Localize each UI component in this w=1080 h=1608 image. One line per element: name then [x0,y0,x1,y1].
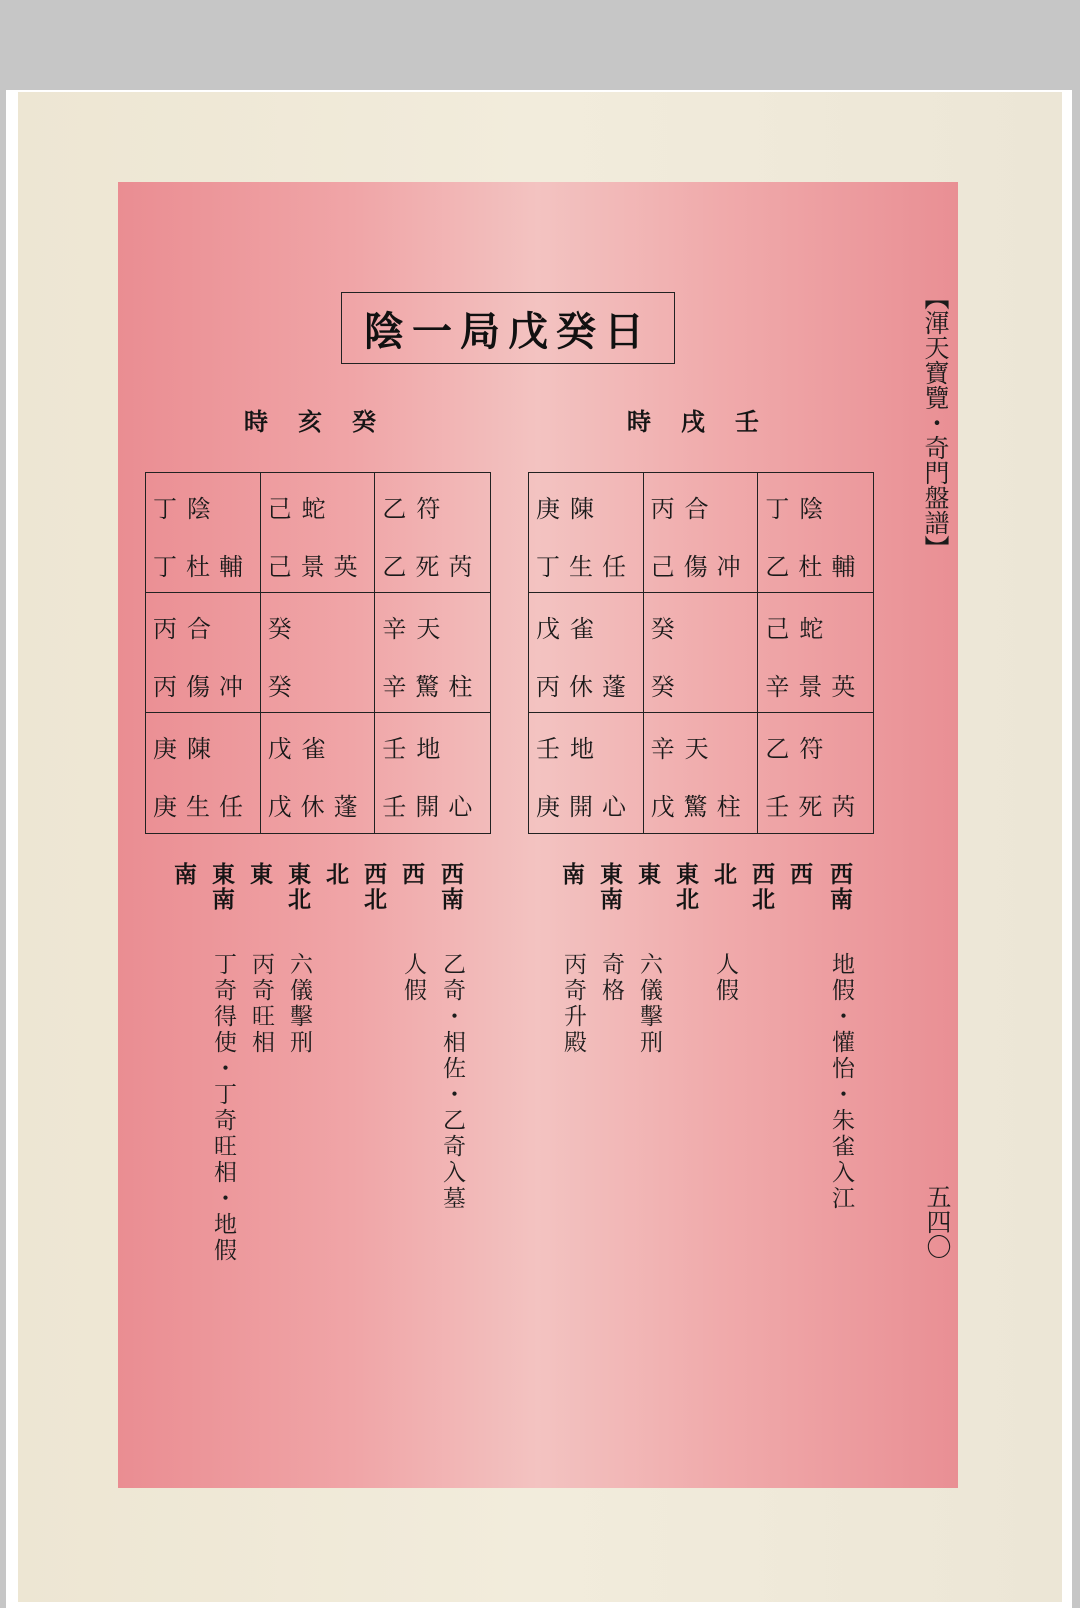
cell-top: 戊雀 [267,735,336,763]
cell-top: 壬地 [536,735,604,763]
hour-label-left: 癸亥時 [244,408,406,436]
cell-bottom: 癸 [267,673,301,701]
direction-label: 東南 [208,862,234,912]
cell-bottom: 辛驚柱 [382,673,482,701]
running-head: 【渾天寶覽・奇門盤譜】 [921,285,950,560]
palace-cell [529,473,644,593]
direction-note: 丙奇升殿 [560,952,586,1056]
cell-top: 辛天 [382,615,451,643]
cell-top: 丙合 [153,615,221,643]
palace-cell [644,473,759,593]
palace-cell [529,593,644,713]
cell-top: 丙合 [650,495,719,523]
palace-cell [261,473,376,593]
cell-bottom: 辛景英 [765,673,865,701]
direction-note: 丁奇得使・丁奇旺相・地假 [210,952,236,1264]
cell-top: 庚陳 [536,495,604,523]
cell-bottom: 丁杜輔 [153,553,252,581]
cell-top: 丁陰 [153,495,221,523]
cell-top: 辛天 [650,735,719,763]
palace-cell [146,593,261,713]
cell-top: 癸 [650,615,685,643]
palace-cell [758,593,873,713]
direction-label: 北 [710,862,736,887]
cell-bottom: 癸 [650,673,684,701]
palace-cell [644,593,759,713]
direction-note: 奇格 [598,952,624,1004]
cell-top: 壬地 [382,735,451,763]
cell-bottom: 乙死芮 [382,553,482,581]
direction-label: 西南 [826,862,852,912]
direction-label: 西北 [360,862,386,912]
cell-top: 丁陰 [765,495,834,523]
direction-label: 西 [786,862,812,887]
cell-bottom: 壬死芮 [765,793,865,821]
page-title: 陰一局戊癸日 [341,292,675,364]
cell-bottom: 戊休蓬 [267,793,367,821]
direction-note: 人假 [400,952,426,1004]
direction-label: 東 [246,862,272,887]
direction-note: 地假・懽怡・朱雀入江 [828,952,854,1212]
cell-bottom: 丙休蓬 [536,673,635,701]
cell-bottom: 庚生任 [153,793,252,821]
palace-cell [758,713,873,833]
cell-bottom: 己傷冲 [650,553,750,581]
cell-top: 乙符 [382,495,451,523]
direction-label: 東北 [284,862,310,912]
direction-label: 西北 [748,862,774,912]
cell-bottom: 壬開心 [382,793,482,821]
hour-label-right: 壬戌時 [627,408,789,436]
pink-panel [118,182,958,1488]
palace-cell [261,593,376,713]
direction-label: 南 [170,862,196,887]
direction-label: 南 [558,862,584,887]
cell-top: 庚陳 [153,735,221,763]
cell-bottom: 丁生任 [536,553,635,581]
direction-note: 丙奇旺相 [248,952,274,1056]
palace-cell [375,593,490,713]
cell-bottom: 庚開心 [536,793,635,821]
direction-note: 六儀擊刑 [636,952,662,1056]
direction-note: 六儀擊刑 [286,952,312,1056]
direction-label: 北 [322,862,348,887]
palace-cell [529,713,644,833]
direction-label: 東北 [672,862,698,912]
cell-bottom: 己景英 [267,553,367,581]
direction-label: 東 [634,862,660,887]
palace-cell [261,713,376,833]
palace-grid-left [145,472,491,834]
cell-top: 癸 [267,615,302,643]
cell-top: 己蛇 [267,495,336,523]
palace-cell [375,473,490,593]
direction-note: 人假 [712,952,738,1004]
direction-label: 西 [398,862,424,887]
page-number: 五四〇 [923,1184,952,1259]
cell-bottom: 戊驚柱 [650,793,750,821]
direction-label: 西南 [437,862,463,912]
cell-bottom: 丙傷冲 [153,673,252,701]
palace-cell [146,713,261,833]
palace-cell [644,713,759,833]
palace-cell [758,473,873,593]
cell-top: 戊雀 [536,615,604,643]
direction-label: 東南 [596,862,622,912]
cell-top: 己蛇 [765,615,834,643]
palace-grid-right [528,472,874,834]
cell-top: 乙符 [765,735,834,763]
palace-cell [146,473,261,593]
cell-bottom: 乙杜輔 [765,553,865,581]
direction-note: 乙奇・相佐・乙奇入墓 [439,952,465,1212]
palace-cell [375,713,490,833]
